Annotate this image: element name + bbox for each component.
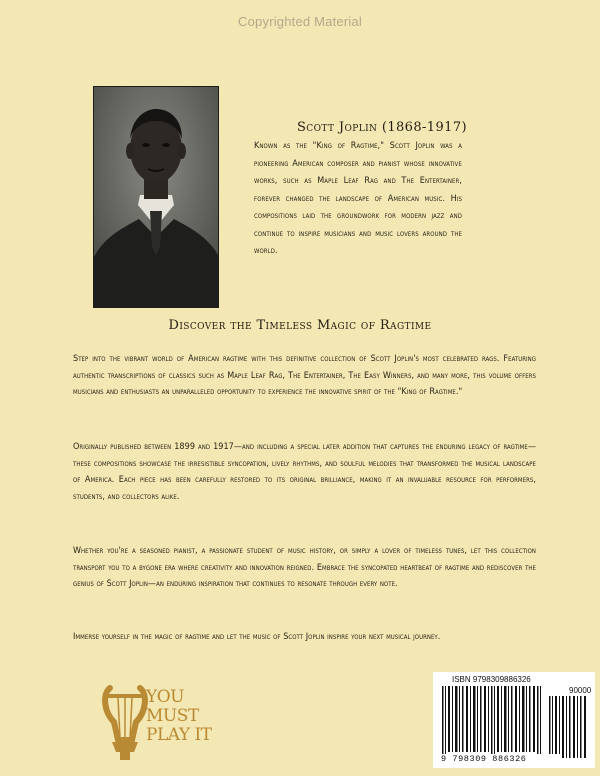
- price-code: 90000: [569, 686, 592, 695]
- logo-line: MUST: [146, 706, 199, 726]
- body-paragraph: Originally published between 1899 and 1917—and including a special later addition that captures the enduring legacy of ragtime—these compositions showcase the irresistible syncopation, lively rhythms, and soulful melodies that transformed the musical landscape of America. Each piece has been carefully restored to its original brilliance, making it an invaluable resource for performers, students, and collectors alike.: [73, 442, 536, 502]
- isbn-label: ISBN 9798309886326: [452, 675, 531, 684]
- publisher-logo-text: [146, 688, 216, 745]
- body-paragraph: Immerse yourself in the magic of ragtime and let the music of Scott Joplin inspire your next musical journey.: [73, 632, 441, 642]
- isbn-barcode: [433, 672, 595, 768]
- body-paragraph: Whether you're a seasoned pianist, a passionate student of music history, or simply a lover of timeless tunes, let this collection transport you to a bygone era where creativity and innovation reigned. Embrace the syncopated heartbeat of ragtime and rediscover the genius of Scott Joplin—an enduring inspiration that continues to resonate through every note.: [73, 546, 536, 589]
- copyright-watermark: Copyrighted Material: [238, 14, 362, 29]
- logo-line: PLAY IT: [146, 725, 212, 745]
- section-heading: Discover the Timeless Magic of Ragtime: [168, 318, 432, 333]
- logo-line: YOU: [146, 687, 184, 707]
- bio-title: Scott Joplin (1868-1917): [297, 120, 467, 135]
- author-portrait: [93, 86, 219, 308]
- bio-text: Known as the "King of Ragtime," Scott Joplin was a pioneering American composer and pianist whose innovative works, such as Maple Leaf Rag and The Entertainer, forever changed the landscape of American music. His compositions laid the groundwork for modern jazz and continue to inspire musicians and music lovers around the world.: [254, 141, 462, 256]
- barcode-digits: 9 798309 886326: [439, 754, 561, 764]
- body-paragraph: Step into the vibrant world of American ragtime with this definitive collection of Scott Joplin's most celebrated rags. Featuring authentic transcriptions of classics such as Maple Leaf Rag, The Entertainer, The Easy Winners, and many more, this volume offers musicians and enthusiasts an unparalleled opportunity to experience the innovative spirit of the "King of Ragtime.": [73, 354, 536, 397]
